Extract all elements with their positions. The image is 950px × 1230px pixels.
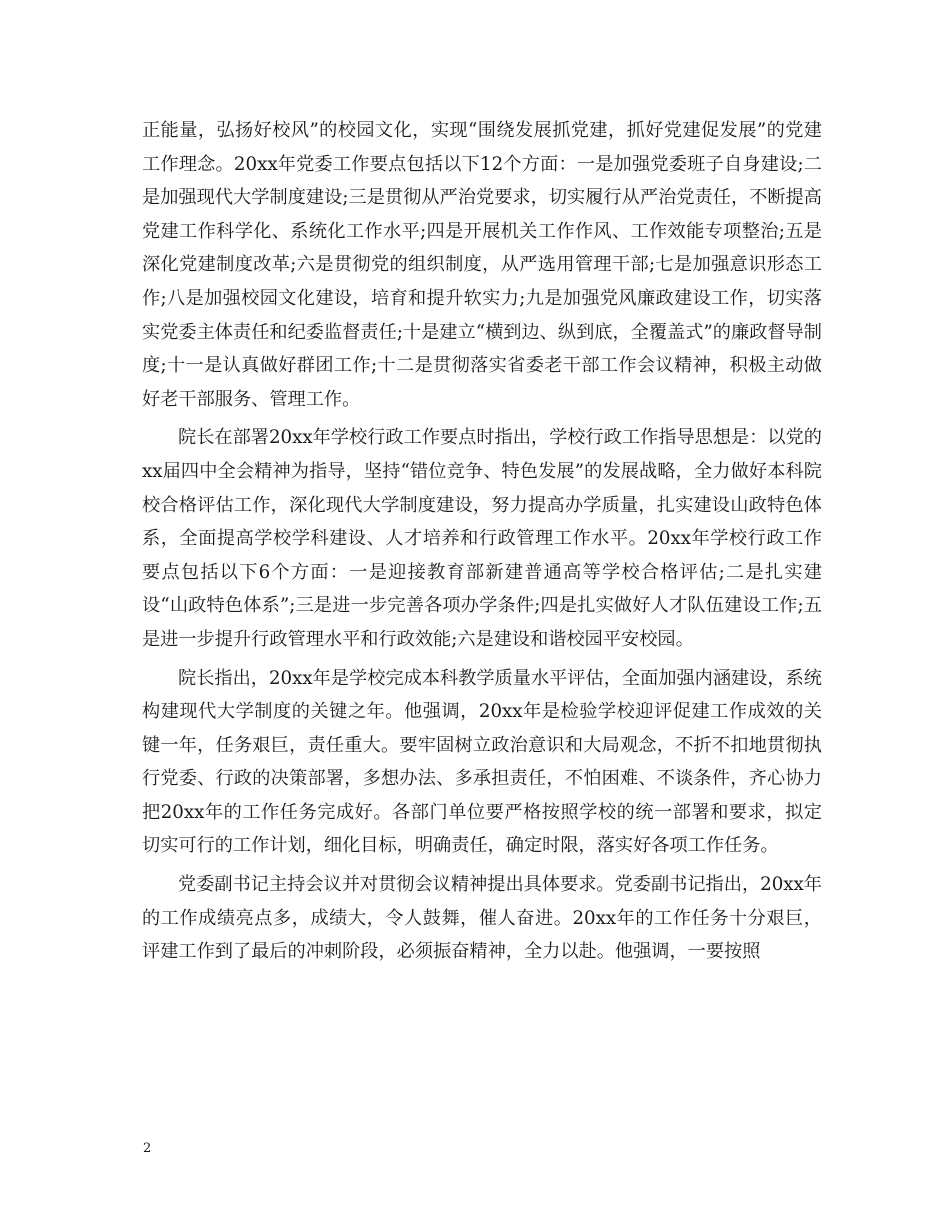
paragraph-deputy-secretary-remarks: 党委副书记主持会议并对贯彻会议精神提出具体要求。党委副书记指出，20xx年的工作成绩亮点多，成绩大，令人鼓舞，催人奋进。20xx年的工作任务十分艰巨，评建工作到了最后的冲刺阶段，必须振奋精神，全力以赴。他强调，一要按照 bbox=[142, 874, 822, 963]
paragraph-party-work-points: 正能量，弘扬好校风”的校园文化，实现“围绕发展抓党建，抓好党建促发展”的党建工作理念。20xx年党委工作要点包括以下12个方面：一是加强党委班子自身建设;二是加强现代大学制度建设;三是贯彻从严治党要求，切实履行从严治党责任，不断提高党建工作科学化、系统化工作水平;四是开展机关工作作风、工作效能专项整治;五是深化党建制度改革;六是贯彻党的组织制度，从严选用管理干部;七是加强意识形态工作;八是加强校园文化建设，培育和提升软实力;九是加强党风廉政建设工作，切实落实党委主体责任和纪委监督责任;十是建立“横到边、纵到底，全覆盖式”的廉政督导制度;十一是认真做好群团工作;十二是贯彻落实省委老干部工作会议精神，积极主动做好老干部服务、管理工作。 bbox=[142, 120, 822, 410]
page-number: 2 bbox=[143, 1141, 152, 1156]
paragraph-administrative-work-points: 院长在部署20xx年学校行政工作要点时指出，学校行政工作指导思想是：以党的xx届四中全会精神为指导，坚持“错位竞争、特色发展”的发展战略，全力做好本科院校合格评估工作，深化现代大学制度建设，努力提高办学质量，扎实建设山政特色体系，全面提高学校学科建设、人才培养和行政管理工作水平。20xx年学校行政工作要点包括以下6个方面：一是迎接教育部新建普通高等学校合格评估;二是扎实建设“山政特色体系”;三是进一步完善各项办学条件;四是扎实做好人才队伍建设工作;五是进一步提升行政管理水平和行政效能;六是建设和谐校园平安校园。 bbox=[142, 427, 822, 650]
paragraph-key-year-emphasis: 院长指出，20xx年是学校完成本科教学质量水平评估，全面加强内涵建设，系统构建现代大学制度的关键之年。他强调，20xx年是检验学校迎评促建工作成效的关键一年，任务艰巨，责任重大。要牢固树立政治意识和大局观念，不折不扣地贯彻执行党委、行政的决策部署，多想办法、多承担责任，不怕困难、不谈条件，齐心协力把20xx年的工作任务完成好。各部门单位要严格按照学校的统一部署和要求，拟定切实可行的工作计划，细化目标，明确责任，确定时限，落实好各项工作任务。 bbox=[142, 667, 822, 857]
document-body bbox=[142, 114, 822, 974]
